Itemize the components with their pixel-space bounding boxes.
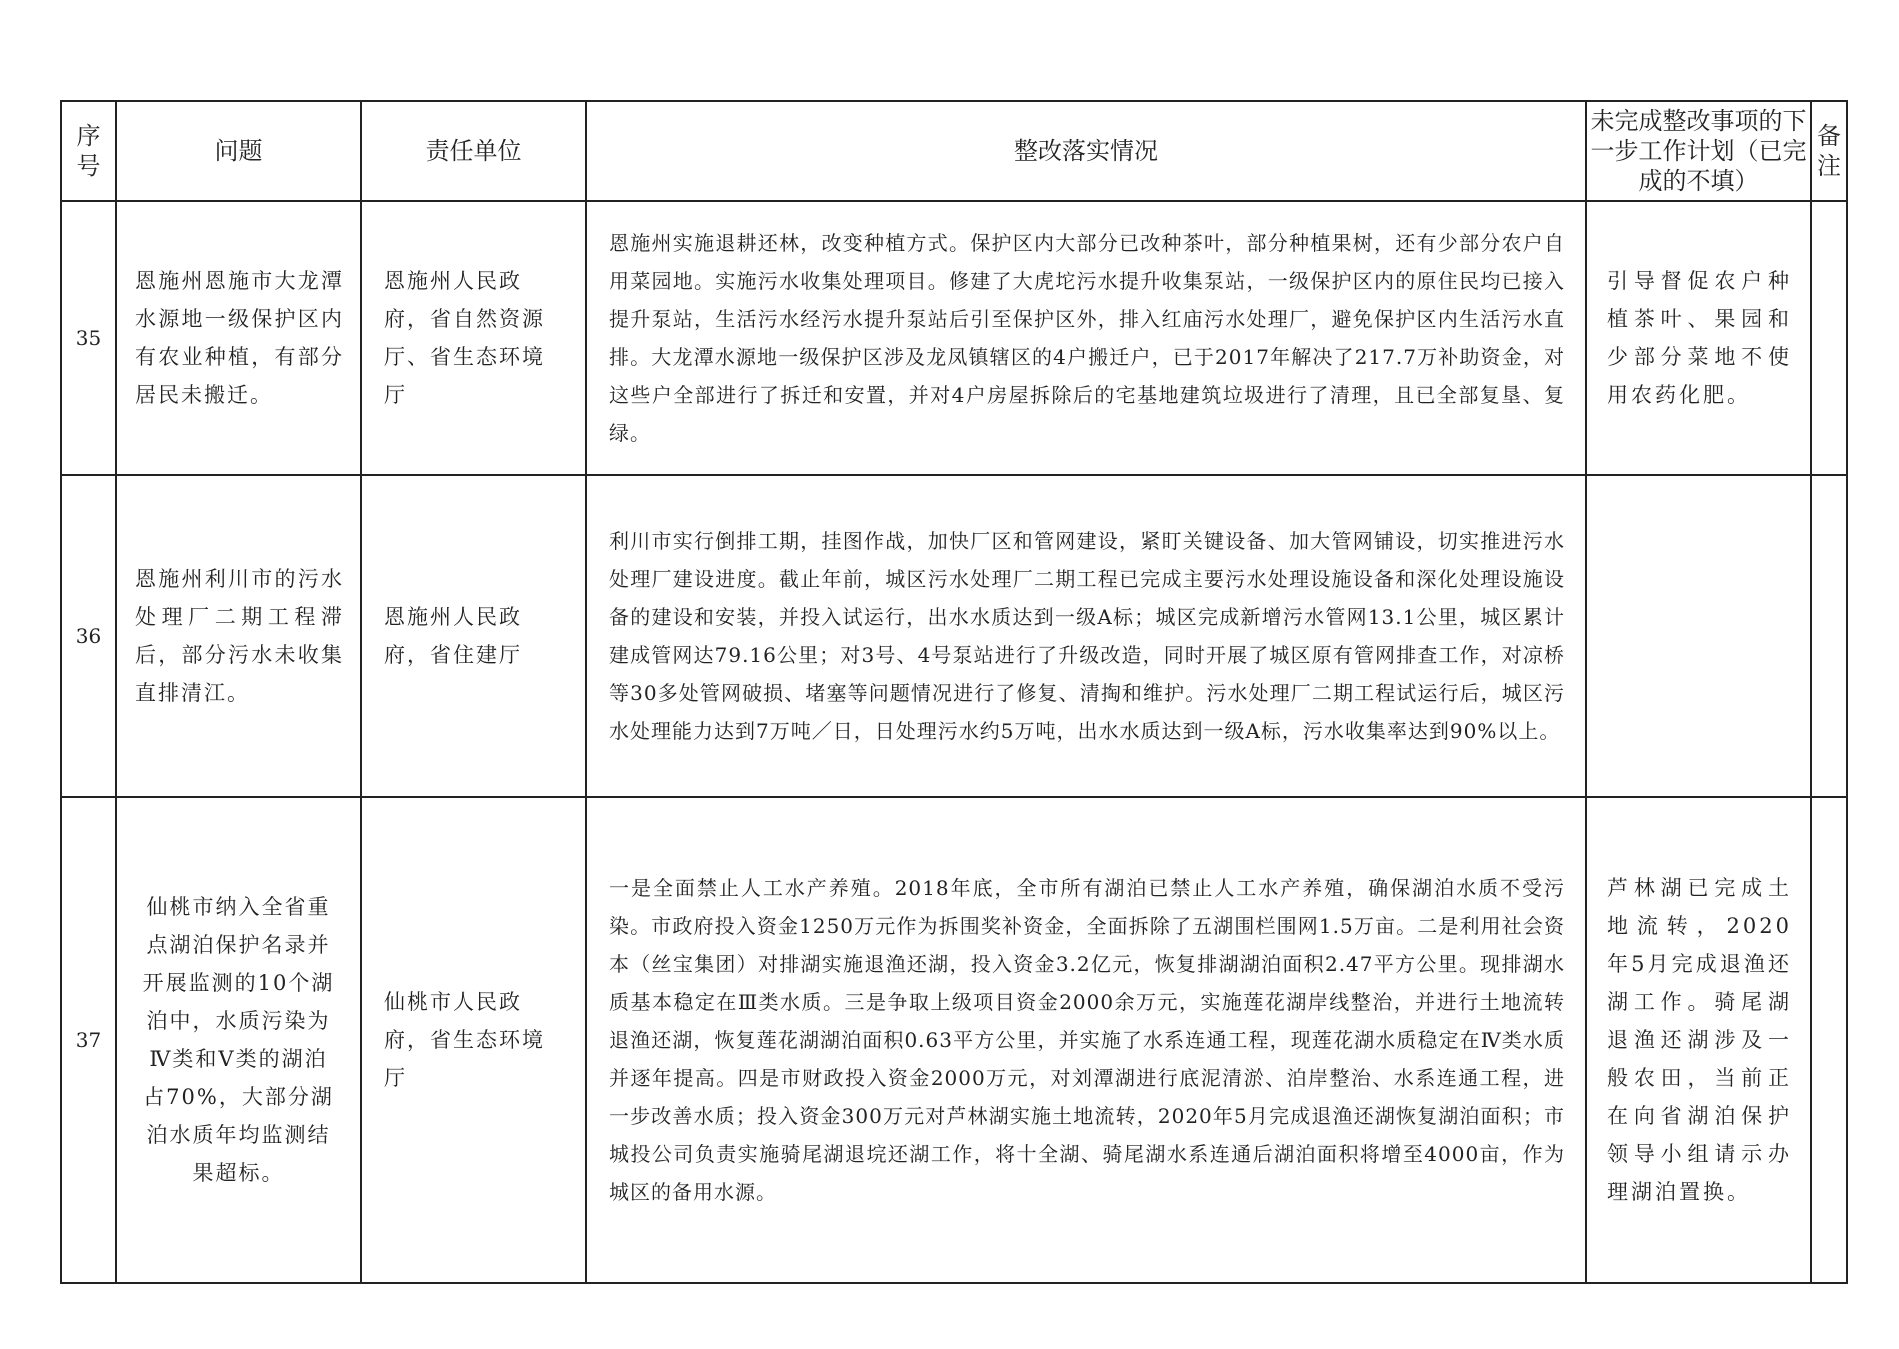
header-note: 备注 xyxy=(1811,101,1847,201)
row-implementation: 恩施州实施退耕还林，改变种植方式。保护区内大部分已改种茶叶，部分种植果树，还有少部分农户自用菜园地。实施污水收集处理项目。修建了大虎坨污水提升收集泵站，一级保护区内的原住民均已接入提升泵站，生活污水经污水提升泵站后引至保护区外，排入红庙污水处理厂，避免保护区内生活污水直排。大龙潭水源地一级保护区涉及龙凤镇辖区的4户搬迁户，已于2017年解决了217.7万补助资金，对这些户全部进行了拆迁和安置，并对4户房屋拆除后的宅基地建筑垃圾进行了清理，且已全部复垦、复绿。 xyxy=(586,201,1586,475)
row-unit: 恩施州人民政府，省自然资源厅、省生态环境厅 xyxy=(361,201,586,475)
row-problem: 仙桃市纳入全省重点湖泊保护名录并开展监测的10个湖泊中，水质污染为Ⅳ类和Ⅴ类的湖泊占70%，大部分湖泊水质年均监测结果超标。 xyxy=(116,797,361,1283)
row-number: 35 xyxy=(61,201,116,475)
row-number: 37 xyxy=(61,797,116,1283)
row-plan xyxy=(1586,475,1811,797)
row-note xyxy=(1811,201,1847,475)
row-implementation: 一是全面禁止人工水产养殖。2018年底，全市所有湖泊已禁止人工水产养殖，确保湖泊水质不受污染。市政府投入资金1250万元作为拆围奖补资金，全面拆除了五湖围栏围网1.5万亩。二是利用社会资本（丝宝集团）对排湖实施退渔还湖，投入资金3.2亿元，恢复排湖湖泊面积2.47平方公里。现排湖水质基本稳定在Ⅲ类水质。三是争取上级项目资金2000余万元，实施莲花湖岸线整治，并进行土地流转退渔还湖，恢复莲花湖湖泊面积0.63平方公里，并实施了水系连通工程，现莲花湖水质稳定在Ⅳ类水质并逐年提高。四是市财政投入资金2000万元，对刘潭湖进行底泥清淤、泊岸整治、水系连通工程，进一步改善水质；投入资金300万元对芦林湖实施土地流转，2020年5月完成退渔还湖恢复湖泊面积；市城投公司负责实施骑尾湖退垸还湖工作，将十全湖、骑尾湖水系连通后湖泊面积将增至4000亩，作为城区的备用水源。 xyxy=(586,797,1586,1283)
header-problem: 问题 xyxy=(116,101,361,201)
header-no: 序号 xyxy=(61,101,116,201)
row-problem: 恩施州利川市的污水处理厂二期工程滞后，部分污水未收集直排清江。 xyxy=(116,475,361,797)
row-implementation: 利川市实行倒排工期，挂图作战，加快厂区和管网建设，紧盯关键设备、加大管网铺设，切实推进污水处理厂建设进度。截止年前，城区污水处理厂二期工程已完成主要污水处理设施设备和深化处理设施设备的建设和安装，并投入试运行，出水水质达到一级A标；城区完成新增污水管网13.1公里，城区累计建成管网达79.16公里；对3号、4号泵站进行了升级改造，同时开展了城区原有管网排查工作，对凉桥等30多处管网破损、堵塞等问题情况进行了修复、清掏和维护。污水处理厂二期工程试运行后，城区污水处理能力达到7万吨／日，日处理污水约5万吨，出水水质达到一级A标，污水收集率达到90%以上。 xyxy=(586,475,1586,797)
row-number: 36 xyxy=(61,475,116,797)
table-row xyxy=(61,475,1847,797)
table-row xyxy=(61,201,1847,475)
header-implementation: 整改落实情况 xyxy=(586,101,1586,201)
row-note xyxy=(1811,475,1847,797)
row-note xyxy=(1811,797,1847,1283)
row-plan: 芦林湖已完成土地流转，2020年5月完成退渔还湖工作。骑尾湖退渔还湖涉及一般农田，当前正在向省湖泊保护领导小组请示办理湖泊置换。 xyxy=(1586,797,1811,1283)
header-unit: 责任单位 xyxy=(361,101,586,201)
row-problem: 恩施州恩施市大龙潭水源地一级保护区内有农业种植，有部分居民未搬迁。 xyxy=(116,201,361,475)
row-unit: 仙桃市人民政府，省生态环境厅 xyxy=(361,797,586,1283)
rectification-table xyxy=(60,100,1848,1284)
row-unit: 恩施州人民政府，省住建厅 xyxy=(361,475,586,797)
row-plan: 引导督促农户种植茶叶、果园和少部分菜地不使用农药化肥。 xyxy=(1586,201,1811,475)
table-row xyxy=(61,797,1847,1283)
header-plan: 未完成整改事项的下一步工作计划（已完成的不填） xyxy=(1586,101,1811,201)
header-row xyxy=(61,101,1847,201)
